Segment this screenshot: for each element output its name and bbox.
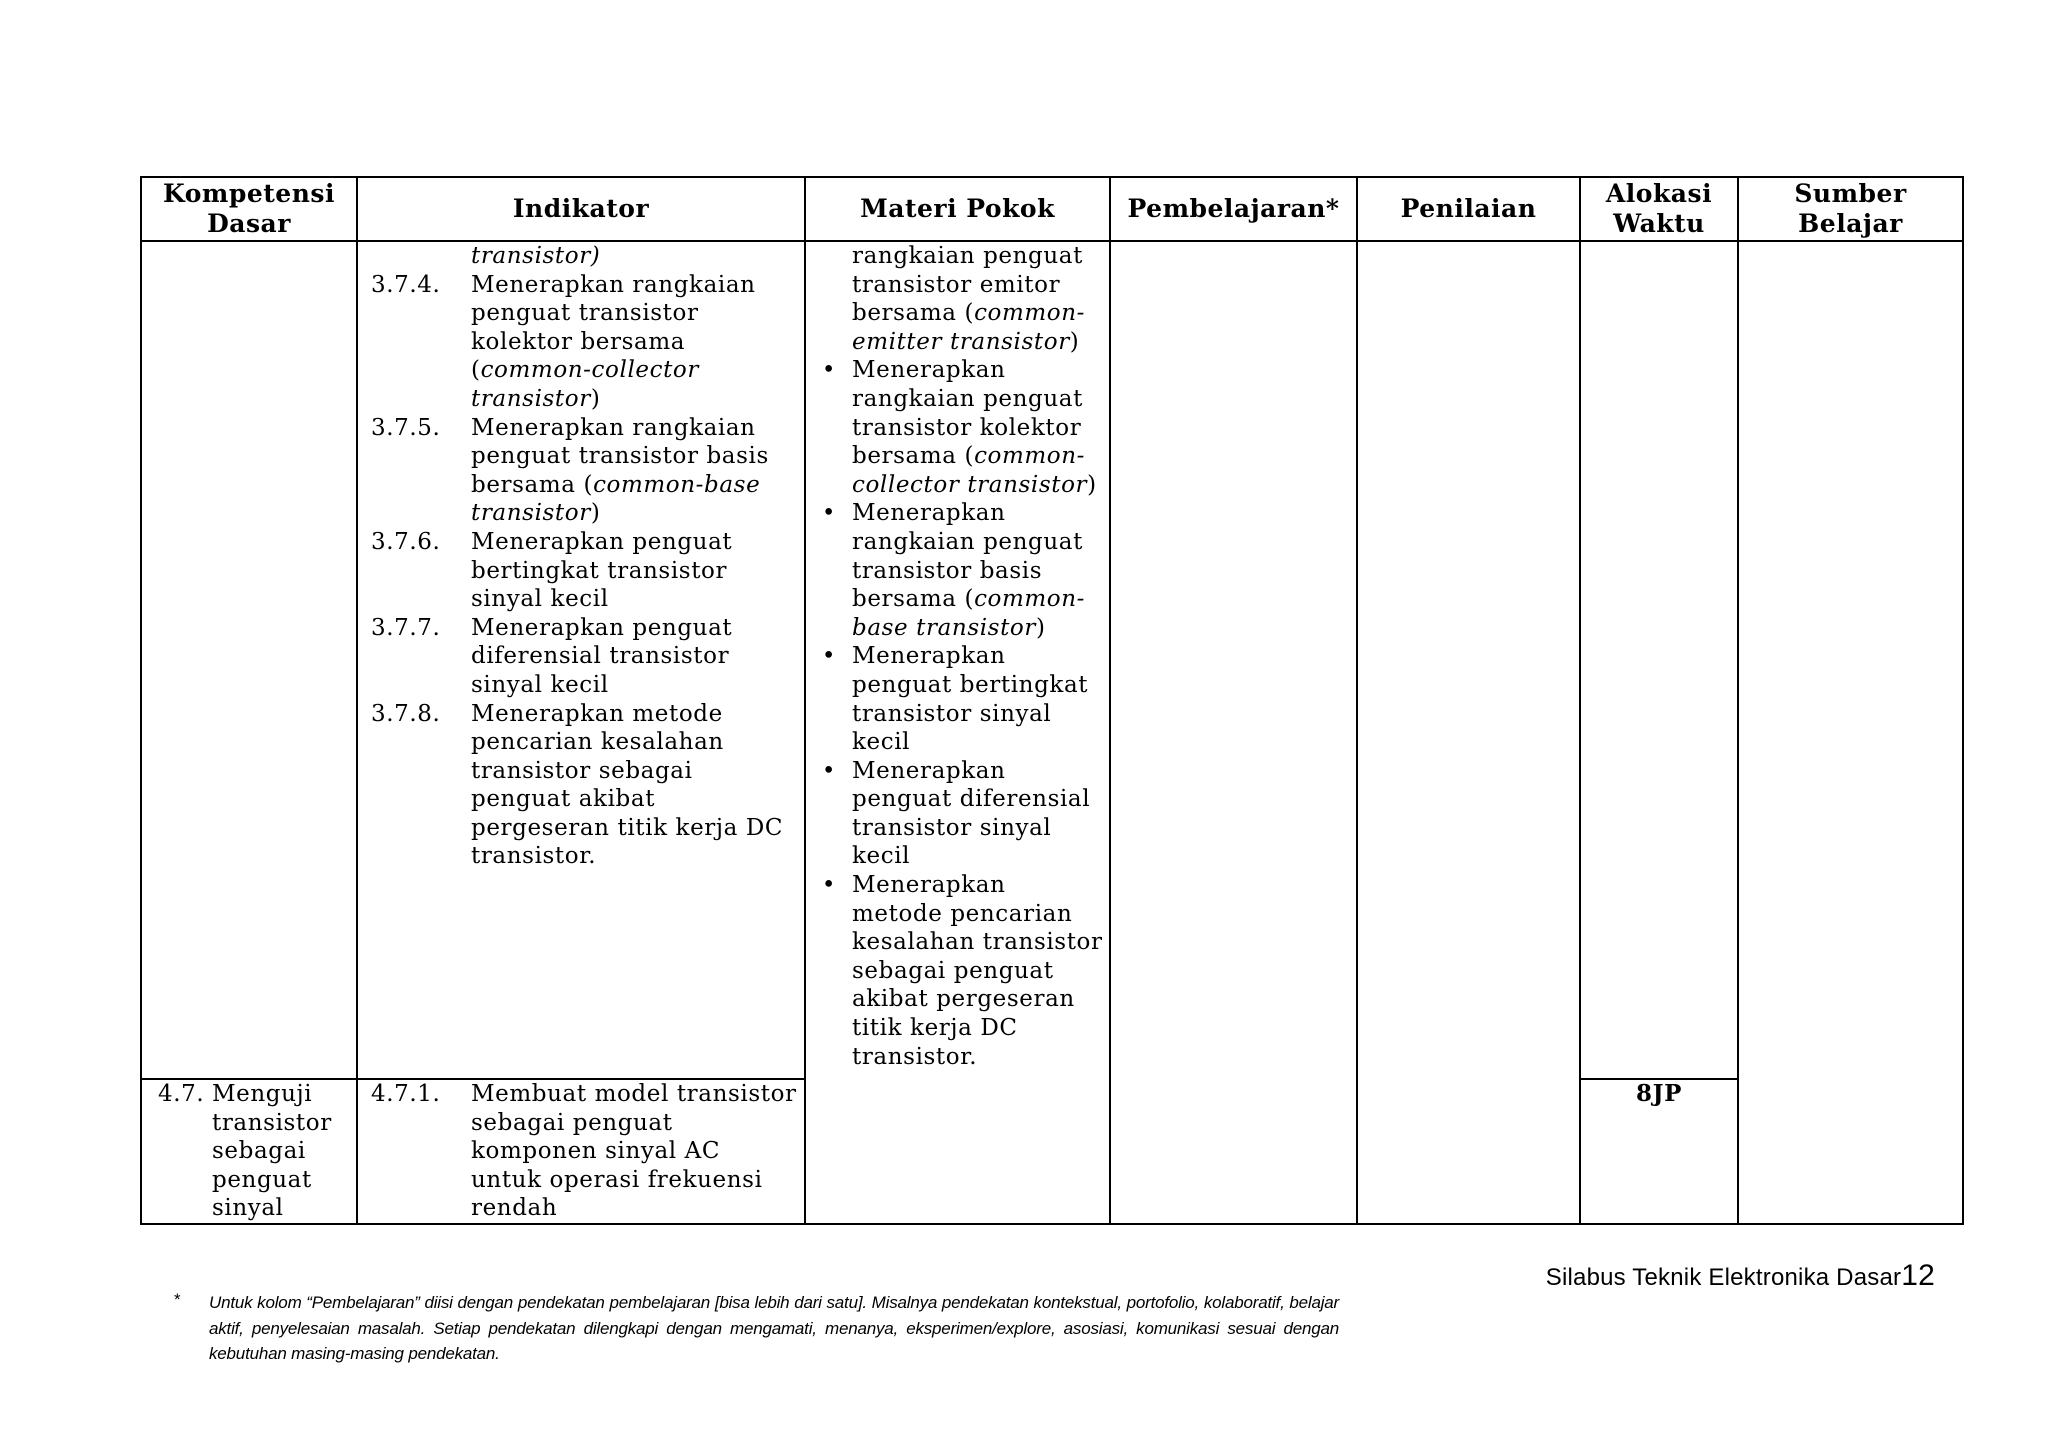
kd-number: 4.7. [158, 1081, 205, 1107]
materi-item: • Menerapkan rangkaian penguat transistor basis bersama (common-base transistor) [806, 499, 1109, 642]
indikator-item [358, 614, 804, 700]
header-alokasi-waktu: Alokasi Waktu [1580, 177, 1738, 241]
penilaian-cell [1357, 241, 1580, 1224]
materi-list [806, 356, 1109, 1071]
indikator-number: 3.7.7. [371, 614, 441, 641]
indikator-number: 3.7.4. [371, 271, 441, 298]
indikator-text: Menerapkan rangkaian penguat transistor kolektor bersama ( [471, 271, 756, 384]
indikator-number: 3.7.6. [371, 528, 441, 555]
materi-text: Menerapkan rangkaian penguat transistor kolektor bersama ( [852, 357, 1083, 470]
bullet-icon: • [821, 872, 837, 899]
indikator-item [358, 700, 804, 872]
indikator-number: 4.7.1. [371, 1081, 441, 1107]
materi-text: Menerapkan rangkaian penguat transistor basis bersama ( [852, 500, 1083, 613]
indikator-item: 3.7.4. Menerapkan rangkaian penguat transistor kolektor bersama (common-collector transistor) [358, 271, 804, 414]
bullet-icon: • [821, 757, 837, 784]
kd-cell [141, 1079, 357, 1224]
header-kompetensi-dasar: Kompetensi Dasar [141, 177, 357, 241]
materi-item [806, 871, 1109, 1071]
indikator-number: 3.7.5. [371, 414, 441, 441]
alokasi-waktu-value: 8JP [1580, 1079, 1738, 1224]
materi-pokok-cell: rangkaian penguat transistor emitor bersama (common-emitter transistor) • Menerapkan rangkaian penguat transistor kolektor bersama (common-collector transistor) • Menerapkan rangkaian penguat transistor basis bersama (common-base transistor) • Menerapkan penguat bertingkat transistor sinyal kecil • Menerapkan penguat diferensial transistor sinyal kecil • Menerapkan metode pencarian kesalahan transistor sebagai penguat akibat pergeseran titik kerja DC transistor. [805, 241, 1110, 1224]
indikator-text: Menerapkan rangkaian penguat transistor basis bersama ( [471, 414, 769, 498]
footer-title-text: Silabus Teknik Elektronika Dasar [1545, 1264, 1902, 1291]
pembelajaran-cell [1110, 241, 1357, 1224]
table-row [141, 241, 1963, 1079]
header-penilaian: Penilaian [1357, 177, 1580, 241]
bullet-icon: • [821, 500, 837, 527]
indikator-text: Membuat model transistor sebagai penguat komponen sinyal AC untuk operasi frekuensi rendah [471, 1081, 797, 1222]
page-number: 12 [1901, 1259, 1935, 1292]
materi-continued-text: rangkaian penguat transistor emitor bersama ( [852, 243, 1083, 327]
indikator-continued-text: transistor) [471, 243, 601, 269]
indikator-text: Menerapkan penguat bertingkat transistor sinyal kecil [471, 528, 733, 613]
kd-text: Menguji transistor sebagai penguat sinyal [212, 1081, 332, 1222]
footnote-marker: * [174, 1290, 181, 1309]
indikator-term: common-base transistor [471, 471, 761, 527]
materi-term: common-base transistor [852, 586, 1086, 641]
sumber-belajar-cell [1738, 241, 1963, 1224]
indikator-list [358, 271, 804, 871]
materi-item [806, 757, 1109, 871]
indikator-text: Menerapkan metode pencarian kesalahan transistor sebagai penguat akibat pergeseran titik kerja DC transistor. [471, 700, 784, 870]
indikator-text: Menerapkan penguat diferensial transistor sinyal kecil [471, 614, 733, 698]
header-sumber-belajar: Sumber Belajar [1738, 177, 1963, 241]
indikator-cell [357, 241, 805, 1079]
indikator-term: common-collector transistor [471, 357, 699, 412]
header-indikator: Indikator [357, 177, 805, 241]
syllabus-table [140, 176, 1964, 1225]
materi-term: common-emitter transistor [852, 300, 1086, 355]
bullet-icon: • [821, 643, 837, 670]
materi-item: • Menerapkan rangkaian penguat transistor kolektor bersama (common-collector transistor) [806, 356, 1109, 499]
materi-term: common-collector transistor [852, 443, 1088, 498]
header-materi-pokok: Materi Pokok [805, 177, 1110, 241]
kd-cell-empty [141, 241, 357, 1079]
materi-item [806, 642, 1109, 756]
indikator-number: 3.7.8. [371, 700, 441, 727]
indikator-cell [357, 1079, 805, 1224]
document-footer-title [1546, 1259, 1935, 1293]
indikator-item [358, 528, 804, 614]
alokasi-cell-empty [1580, 241, 1738, 1079]
header-row [141, 177, 1963, 241]
indikator-item: 3.7.5. Menerapkan rangkaian penguat transistor basis bersama (common-base transistor) [358, 414, 804, 528]
header-pembelajaran: Pembelajaran* [1110, 177, 1357, 241]
footnote-text: Untuk kolom “Pembelajaran” diisi dengan pendekatan pembelajaran [bisa lebih dari satu]. Misalnya pendekatan kontekstual, portofolio, kolaboratif, belajar aktif, penyelesaian masalah. Setiap pendekatan dilengkapi dengan mengamati, menanya, eksperimen/explore, asosiasi, komunikasi sesuai dengan kebutuhan masing-masing pendekatan. [209, 1293, 1339, 1363]
indikator-item [358, 1080, 804, 1223]
bullet-icon: • [821, 357, 837, 384]
materi-text: Menerapkan penguat bertingkat transistor sinyal kecil [852, 643, 1089, 756]
materi-text: Menerapkan metode pencarian kesalahan transistor sebagai penguat akibat pergeseran titik kerja DC transistor. [852, 872, 1103, 1070]
materi-text: Menerapkan penguat diferensial transistor sinyal kecil [852, 757, 1091, 870]
